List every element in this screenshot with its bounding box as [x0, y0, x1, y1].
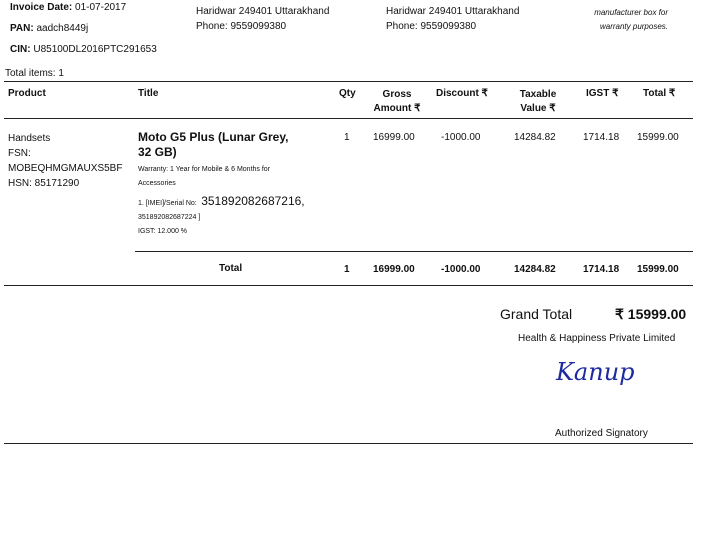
seller-phone: Phone: 9559099380 — [196, 21, 287, 32]
totals-gross: 16999.00 — [373, 264, 415, 275]
item-gross: 16999.00 — [373, 132, 415, 143]
item-warranty-line2: Accessories — [138, 180, 176, 187]
company-name: Health & Happiness Private Limited — [518, 333, 676, 344]
authorized-signatory: Authorized Signatory — [555, 428, 648, 439]
pan-label: PAN: — [10, 23, 34, 34]
ship-phone: Phone: 9559099380 — [386, 21, 477, 32]
totals-total: 15999.00 — [637, 264, 679, 275]
col-product: Product — [8, 88, 46, 99]
grand-total-label: Grand Total — [500, 306, 573, 322]
col-gross-line2: Amount ₹ — [373, 103, 421, 114]
col-qty: Qty — [339, 88, 356, 99]
item-title-line2: 32 GB) — [138, 145, 177, 159]
col-taxable-line2: Value ₹ — [520, 103, 556, 114]
item-total: 15999.00 — [637, 132, 679, 143]
grand-total-value: ₹ 15999.00 — [615, 306, 687, 322]
warranty-note-line: manufacturer box for — [594, 8, 668, 17]
totals-taxable: 14284.82 — [514, 264, 556, 275]
item-warranty-line1: Warranty: 1 Year for Mobile & 6 Months for — [138, 166, 271, 173]
hsn-value: HSN: 85171290 — [8, 178, 80, 189]
item-taxable: 14284.82 — [514, 132, 556, 143]
seller-address: Haridwar 249401 Uttarakhand — [196, 6, 330, 17]
totals-qty: 1 — [344, 264, 350, 275]
item-igst: 1714.18 — [583, 132, 620, 143]
totals-igst: 1714.18 — [583, 264, 620, 275]
totals-label: Total — [219, 263, 243, 274]
invoice-date-label: Invoice Date: — [10, 2, 73, 13]
invoice-date-row — [10, 2, 126, 13]
signature: Kanup — [556, 358, 635, 386]
cin-row — [10, 44, 157, 55]
fsn-value: MOBEQHMGMAUXS5BF — [8, 163, 123, 174]
col-igst: IGST ₹ — [586, 88, 619, 99]
cin-label: CIN: — [10, 44, 31, 55]
warranty-note-line: warranty purposes. — [599, 22, 668, 31]
cin-value: U85100DL2016PTC291653 — [33, 44, 157, 55]
table-top-rule — [4, 81, 693, 82]
invoice-date-value: 01-07-2017 — [75, 2, 127, 13]
item-title-line1: Moto G5 Plus (Lunar Grey, — [138, 130, 289, 144]
item-qty: 1 — [344, 132, 350, 143]
title-cell — [138, 130, 305, 239]
header-bottom-rule — [4, 118, 693, 119]
col-total: Total ₹ — [643, 88, 676, 99]
ship-address: Haridwar 249401 Uttarakhand — [386, 6, 520, 17]
footer-rule — [4, 443, 693, 444]
col-gross-line1: Gross — [382, 89, 412, 100]
imei-value-2: 351892082687224 ] — [138, 214, 201, 221]
col-discount: Discount ₹ — [436, 88, 488, 99]
table-bottom-rule — [4, 285, 693, 286]
product-category: Handsets — [8, 133, 51, 144]
imei-value-1: 351892082687216, — [201, 194, 305, 208]
totals-top-rule — [135, 251, 693, 252]
item-discount: -1000.00 — [441, 132, 481, 143]
col-taxable-line1: Taxable — [519, 89, 557, 100]
pan-row — [10, 23, 88, 34]
col-gross — [366, 88, 428, 116]
col-title: Title — [138, 88, 159, 99]
col-taxable — [508, 88, 568, 116]
igst-rate: IGST: 12.000 % — [138, 228, 188, 235]
product-cell — [8, 131, 122, 191]
imei-row — [138, 193, 305, 211]
fsn-label: FSN: — [8, 148, 31, 159]
totals-discount: -1000.00 — [441, 264, 481, 275]
imei-label: 1. [IMEI]/Serial No: — [138, 200, 197, 207]
total-items: Total items: 1 — [5, 68, 64, 79]
pan-value: aadch8449j — [36, 23, 89, 34]
